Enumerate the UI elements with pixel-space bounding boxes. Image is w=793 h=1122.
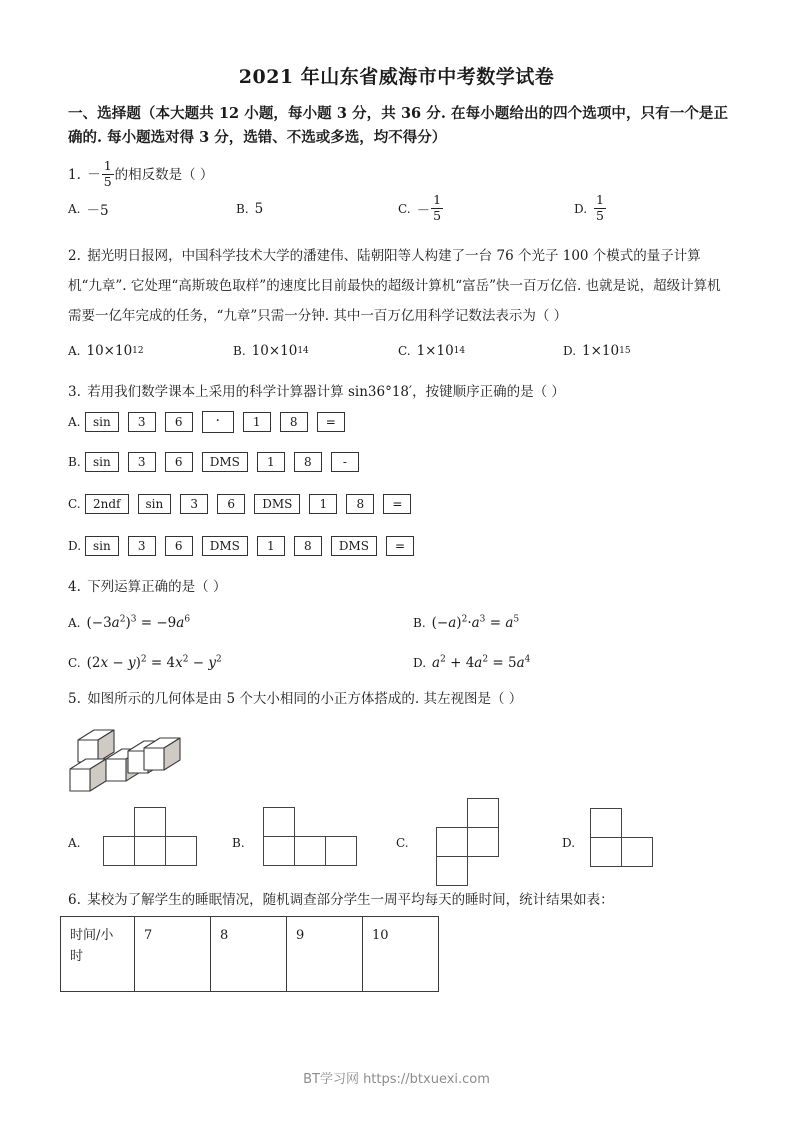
option-1c-fraction [431, 194, 443, 222]
grid-cell [436, 827, 468, 857]
option-3c-label: C. [68, 497, 81, 511]
question-2 [68, 241, 730, 331]
question-5-text: 如图所示的几何体是由 5 个大小相同的小正方体搭成的. 其左视图是（ ） [87, 691, 523, 707]
option-2b-label: B. [233, 344, 246, 358]
option-1d-fraction [594, 194, 606, 222]
fraction-numerator: 1 [596, 192, 604, 207]
table-cell-value-1: 7 [135, 917, 211, 992]
option-4b[interactable] [413, 612, 519, 634]
question-2-stem [68, 248, 721, 324]
calc-key-8[interactable]: 8 [294, 536, 322, 556]
option-5b-figure[interactable] [263, 807, 359, 867]
option-2d-label: D. [563, 344, 577, 358]
question-1-options [68, 192, 730, 223]
option-2d[interactable]: D. 1×10 15 [563, 343, 631, 359]
calc-key-dms[interactable]: DMS [254, 494, 300, 514]
grid-cell [263, 836, 295, 866]
page-title: 2021 年山东省威海市中考数学试卷 [238, 66, 555, 88]
calc-key-2ndf[interactable]: 2ndf [85, 494, 129, 514]
option-3a[interactable] [68, 412, 354, 432]
fraction-denominator: 5 [596, 207, 604, 223]
question-4-options-row2 [68, 652, 730, 674]
calc-key-3[interactable]: 3 [128, 452, 156, 472]
question-5 [68, 688, 730, 711]
option-2b-base: 10×10 [251, 343, 298, 359]
grid-cell [467, 798, 499, 828]
question-1-minus: － [87, 166, 101, 183]
option-1b-label: B. [236, 202, 249, 216]
question-3-number: 3. [68, 384, 81, 400]
option-3d-label: D. [68, 539, 82, 553]
calc-key-1[interactable]: 1 [257, 452, 285, 472]
five-cube-solid-svg [68, 723, 203, 801]
question-6-text: 某校为了解学生的睡眠情况，随机调查部分学生一周平均每天的睡时间，统计结果如表： [87, 892, 614, 908]
question-1-stem [68, 158, 214, 189]
question-4-stem [68, 579, 226, 595]
grid-cell [103, 836, 135, 866]
calc-key-1[interactable]: 1 [257, 536, 285, 556]
question-6-stem [68, 892, 614, 908]
question-6 [68, 889, 730, 912]
option-4a-label: A. [68, 616, 81, 630]
fraction-denominator: 5 [433, 207, 442, 223]
option-1c-minus: － [416, 203, 431, 219]
option-1d[interactable] [574, 192, 607, 223]
calc-key-dms[interactable]: DMS [202, 452, 248, 472]
table-row-header-line2: 时 [70, 949, 84, 964]
question-3-text: 若用我们数学课本上采用的科学计算器计算 sin36°18′，按键顺序正确的是（ ） [87, 384, 565, 400]
option-1a-label: A. [68, 202, 81, 216]
option-2a-base: 10×10 [86, 343, 133, 359]
grid-cell [325, 836, 357, 866]
question-2-options [68, 340, 730, 362]
option-5a-label: A. [68, 836, 81, 850]
question-1-number: 1. [68, 166, 81, 183]
calc-key-3[interactable]: 3 [128, 536, 156, 556]
option-5d-figure[interactable] [590, 808, 660, 870]
question-1-fraction [102, 160, 114, 188]
option-1c-label: C. [398, 202, 411, 216]
option-2c[interactable]: C. 1×10 14 [398, 343, 466, 359]
option-5a[interactable] [68, 832, 86, 854]
sleep-time-table [60, 916, 439, 992]
option-5a-figure[interactable] [103, 807, 199, 867]
option-1c[interactable] [398, 192, 444, 223]
question-2-number: 2. [68, 248, 81, 264]
grid-cell [294, 836, 326, 866]
calc-key-dot[interactable]: · [202, 411, 234, 433]
option-4d-expression: $a^2 + 4a^2 = 5a^4$ [432, 654, 531, 671]
option-3b[interactable] [68, 452, 368, 472]
grid-cell [165, 836, 197, 866]
calc-key-equals[interactable]: = [317, 412, 345, 432]
calc-key-6[interactable]: 6 [165, 412, 193, 432]
question-6-number: 6. [68, 892, 81, 908]
section-heading: 一、选择题（本大题共 12 小题，每小题 3 分，共 36 分. 在每小题给出的四个选项中，只有一个是正确的. 每小题选对得 3 分，选错、不选或多选，均不得分） [68, 105, 728, 146]
footer-watermark: BT学习网 https://btxuexi.com [303, 1072, 490, 1087]
option-2b[interactable]: B. 10×10 14 [233, 343, 309, 359]
question-1 [68, 158, 730, 189]
question-3 [68, 381, 730, 404]
option-3b-label: B. [68, 455, 81, 469]
table-cell-value-3: 9 [287, 917, 363, 992]
option-4c-label: C. [68, 656, 81, 670]
calc-key-3[interactable]: 3 [180, 494, 208, 514]
option-1d-label: D. [574, 202, 588, 216]
grid-cell [263, 807, 295, 837]
calc-key-1[interactable]: 1 [309, 494, 337, 514]
option-5b-label: B. [232, 836, 245, 850]
grid-cell [436, 856, 468, 886]
fraction-numerator: 1 [433, 192, 442, 207]
option-3a-label: A. [68, 415, 81, 429]
option-2a[interactable]: A. 10×10 12 [68, 343, 144, 359]
table-row-header-line1: 时间/小 [70, 928, 114, 943]
calc-key-6[interactable]: 6 [217, 494, 245, 514]
grid-cell [134, 836, 166, 866]
option-3d[interactable] [68, 536, 423, 556]
option-5d-label: D. [562, 836, 576, 850]
option-4d-label: D. [413, 656, 427, 670]
fraction-denominator: 5 [103, 173, 112, 189]
calc-key-dms[interactable]: DMS [202, 536, 248, 556]
option-2a-label: A. [68, 344, 81, 358]
option-5b[interactable] [232, 832, 251, 854]
table-cell-value-2: 8 [211, 917, 287, 992]
option-4b-label: B. [413, 616, 426, 630]
question-2-text: 据光明日报网，中国科学技术大学的潘建伟、陆朝阳等人构建了一台 76 个光子 100 个模式的量子计算机“九章”. 它处理“高斯玻色取样”的速度比目前最快的超级计算机“富岳”快一百万亿倍. 也就是说，超级计算机需要一亿年完成的任务，“九章”只需一分钟. 其中一百万亿用科学记数法表示为（ ） [68, 248, 721, 324]
question-4-text: 下列运算正确的是（ ） [87, 579, 227, 595]
grid-cell [621, 837, 653, 867]
question-4-number: 4. [68, 579, 81, 595]
question-1-stem-suffix: 的相反数是（ ） [114, 166, 214, 183]
option-4a[interactable] [68, 612, 190, 634]
option-4a-expression: $(-3a^2)^3 = -9a^6$ [86, 614, 191, 631]
question-4-options-row1 [68, 612, 730, 634]
option-2c-label: C. [398, 344, 411, 358]
calc-key-sin[interactable]: sin [138, 494, 172, 514]
table-cell-value-4: 10 [363, 917, 439, 992]
calc-key-3[interactable]: 3 [128, 412, 156, 432]
option-5d[interactable] [562, 832, 581, 854]
option-4d[interactable] [413, 652, 530, 674]
option-5c-figure[interactable] [418, 798, 514, 888]
question-4 [68, 576, 730, 599]
grid-cell [134, 807, 166, 837]
option-3c[interactable] [68, 494, 420, 514]
calc-key-sin[interactable]: sin [85, 536, 119, 556]
option-5c-label: C. [396, 836, 409, 850]
option-2d-base: 1×10 [582, 343, 620, 359]
calc-key-8[interactable]: 8 [294, 452, 322, 472]
five-cube-solid-figure [68, 723, 203, 801]
calc-key-equals[interactable]: = [383, 494, 411, 514]
option-2c-base: 1×10 [416, 343, 454, 359]
grid-cell [590, 808, 622, 838]
table-row [61, 917, 439, 992]
option-1a[interactable] [68, 198, 109, 220]
calc-key-minus[interactable]: - [331, 452, 359, 472]
question-5-stem [68, 691, 522, 707]
option-1a-text: －5 [86, 203, 109, 219]
table-row-header [61, 917, 135, 992]
option-1b[interactable] [236, 198, 263, 220]
grid-cell [590, 837, 622, 867]
calc-key-sin[interactable]: sin [85, 412, 119, 432]
option-4c-expression: $(2x - y)^2 = 4x^2 - y^2$ [86, 654, 222, 671]
option-1b-text: 5 [254, 201, 264, 217]
option-5c[interactable] [396, 832, 415, 854]
calc-key-8[interactable]: 8 [280, 412, 308, 432]
calc-key-6[interactable]: 6 [165, 452, 193, 472]
option-4b-expression: $(-a)^2\cdot a^3 = a^5$ [431, 614, 520, 631]
option-4c[interactable] [68, 652, 222, 674]
calc-key-equals[interactable]: = [386, 536, 414, 556]
calc-key-sin[interactable]: sin [85, 452, 119, 472]
grid-cell [467, 827, 499, 857]
question-3-stem [68, 384, 565, 400]
calc-key-dms-2[interactable]: DMS [331, 536, 377, 556]
calc-key-1[interactable]: 1 [243, 412, 271, 432]
calc-key-8[interactable]: 8 [346, 494, 374, 514]
question-5-number: 5. [68, 691, 81, 707]
calc-key-6[interactable]: 6 [165, 536, 193, 556]
fraction-numerator: 1 [103, 158, 112, 173]
